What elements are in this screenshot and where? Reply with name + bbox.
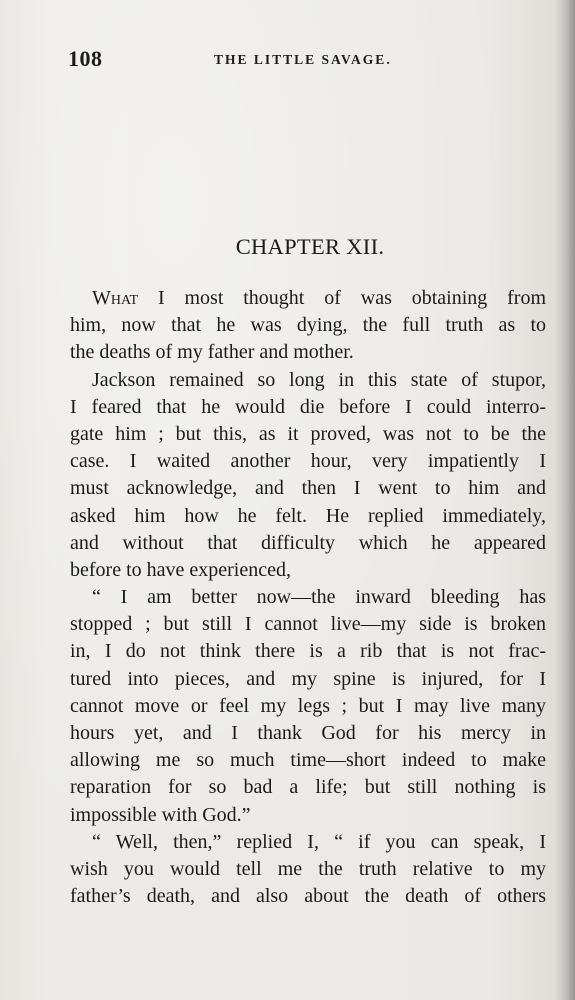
text-line: cannot move or feel my legs ; but I may live many bbox=[70, 694, 546, 717]
text-line: and without that difficulty which he appeared bbox=[70, 531, 546, 554]
text-line: in, I do not think there is a rib that is not frac- bbox=[70, 640, 546, 663]
text-line-content: I most thought of was obtaining from bbox=[138, 287, 546, 309]
running-title: THE LITTLE SAVAGE. bbox=[214, 52, 392, 67]
text-line: the deaths of my father and mother. bbox=[70, 341, 354, 364]
text-line: “ I am better now—the inward bleeding has bbox=[92, 586, 546, 609]
page-number: 108 bbox=[68, 46, 103, 71]
text-line: Jackson remained so long in this state of stupor, bbox=[92, 368, 546, 391]
text-line: gate him ; but this, as it proved, was not to be the bbox=[70, 422, 546, 445]
text-line: “ Well, then,” replied I, “ if you can speak, I bbox=[92, 830, 546, 853]
text-line: must acknowledge, and then I went to him and bbox=[70, 477, 546, 500]
text-line: reparation for so bad a life; but still nothing is bbox=[70, 776, 546, 799]
text-line: hours yet, and I thank God for his mercy in bbox=[70, 722, 546, 744]
body-text bbox=[70, 285, 546, 910]
text-line: stopped ; but still I cannot live—my side is broken bbox=[70, 613, 546, 636]
text-line: before to have experienced, bbox=[70, 558, 291, 581]
text-line bbox=[70, 285, 546, 312]
page-gutter-shadow bbox=[555, 0, 575, 1000]
text-line: father’s death, and also about the death of others bbox=[70, 885, 546, 908]
opening-word: What bbox=[92, 287, 139, 309]
text-line: him, now that he was dying, the full truth as to bbox=[70, 314, 546, 337]
text-line: wish you would tell me the truth relative to my bbox=[70, 857, 546, 880]
text-line: I feared that he would die before I could interro- bbox=[70, 395, 546, 418]
text-line: case. I waited another hour, very impatiently I bbox=[70, 450, 546, 473]
chapter-heading: CHAPTER XII. bbox=[235, 234, 385, 259]
running-head bbox=[68, 46, 546, 76]
text-line: allowing me so much time—short indeed to make bbox=[70, 749, 546, 772]
text-line: impossible with God.” bbox=[70, 803, 251, 826]
text-line: tured into pieces, and my spine is injured, for I bbox=[70, 667, 546, 690]
text-line: asked him how he felt. He replied immediately, bbox=[70, 504, 546, 527]
